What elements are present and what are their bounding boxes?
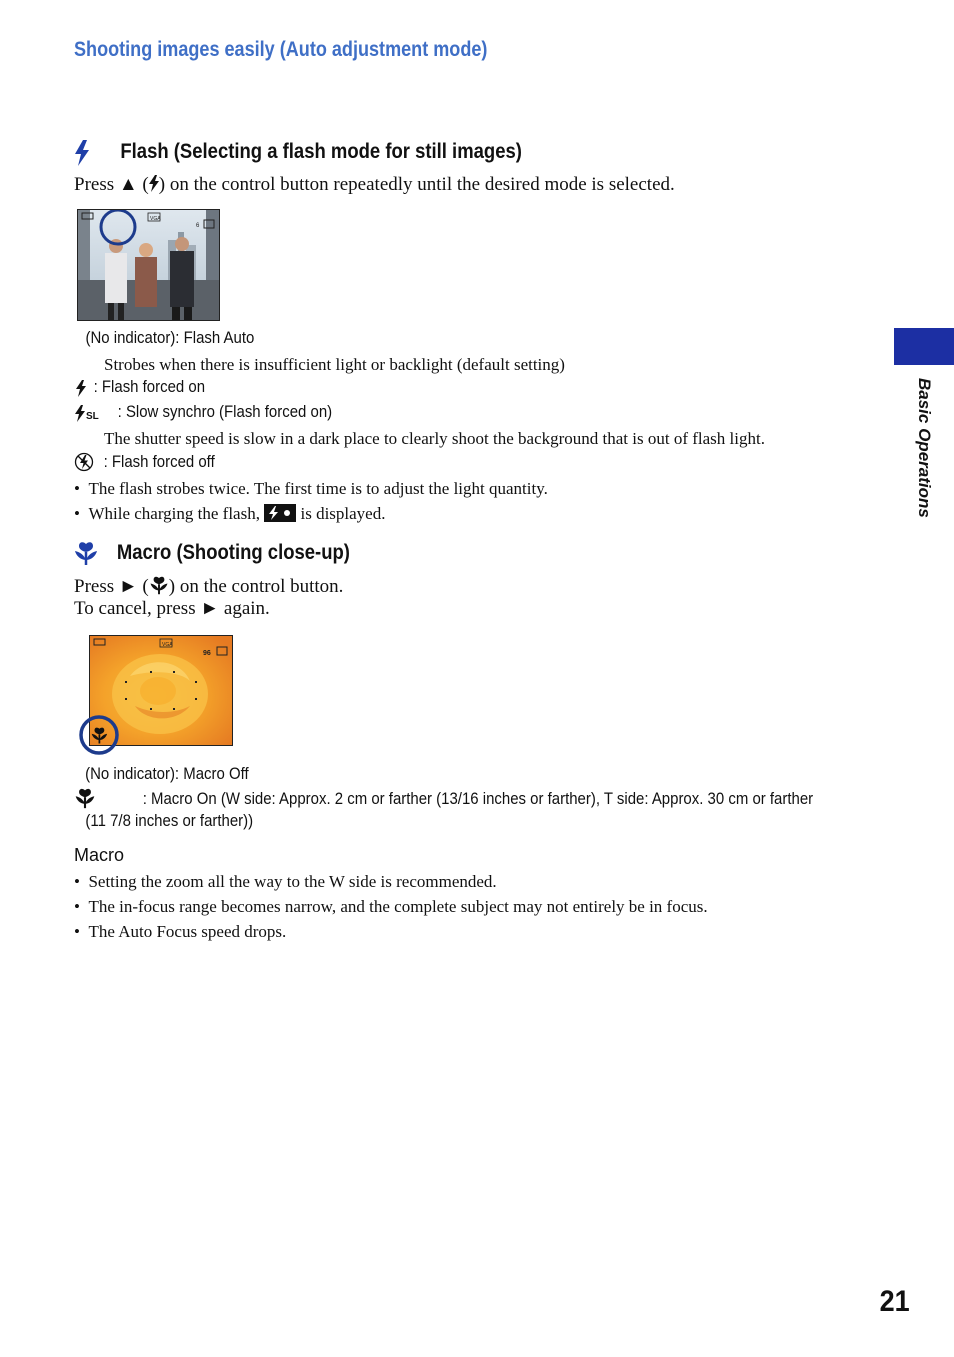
macro-instruction-2: To cancel, press ► again. [74,598,270,619]
flash-mode-slow-synchro-label: : Slow synchro (Flash forced on) [117,402,333,421]
macro-screen-vga: VGA [162,642,173,648]
svg-text:SL: SL [86,411,99,422]
macro-note-3: • The Auto Focus speed drops. [74,922,287,941]
flash-screen-vga: VGA [150,216,161,222]
flash-screen-image [77,209,220,321]
flash-note-1: • The flash strobes twice. The first time is to adjust the light quantity. [74,479,548,498]
flash-icon [149,175,159,192]
macro-note-2: • The in-focus range becomes narrow, and the complete subject may not entirely be in focus. [74,897,708,916]
macro-highlight-circle [78,714,120,756]
flash-mode-forced-on-label: : Flash forced on [93,377,206,396]
flash-note-2: • While charging the flash, is displayed. [74,504,386,523]
macro-instruction-1: Press ► ( ) on the control button. [74,576,344,597]
slow-synchro-icon [75,405,103,422]
flash-mode-slow-synchro-desc: The shutter speed is slow in a dark place to clearly shoot the background that is out of flash light. [104,429,765,448]
flash-heading-icon [74,140,90,166]
flash-screen-count: 6 [196,223,200,229]
page-number: 21 [879,1285,910,1318]
macro-heading-icon [74,540,98,566]
macro-on-icon [74,787,96,809]
macro-mode-on-label: : Macro On (W side: Approx. 2 cm or farther (13/16 inches or farther), T side: Approx. 30 cm or farther [142,789,814,808]
page-header-title: Shooting images easily (Auto adjustment mode) [74,38,488,61]
section-tab-marker [894,328,954,365]
macro-mode-on-label-line2: (11 7/8 inches or farther)) [85,811,254,830]
flash-forced-on-icon [76,380,86,397]
flash-mode-auto-desc: Strobes when there is insufficient light or backlight (default setting) [104,355,565,374]
macro-icon [149,575,169,595]
flash-mode-auto-label: (No indicator): Flash Auto [85,328,255,347]
macro-mode-off-label: (No indicator): Macro Off [85,764,249,783]
macro-heading: Macro (Shooting close-up) [116,541,350,564]
flash-instruction: Press ▲ ( ) on the control button repeatedly until the desired mode is selected. [74,174,675,195]
section-tab-label: Basic Operations [915,378,934,518]
macro-note-1: • Setting the zoom all the way to the W side is recommended. [74,872,497,891]
macro-screen-count: 96 [203,650,211,657]
macro-subheading: Macro [74,845,125,865]
flash-charging-icon [264,504,296,522]
flash-mode-off-label: : Flash forced off [103,452,215,471]
flash-heading: Flash (Selecting a flash mode for still images) [120,140,522,163]
flash-off-icon [74,452,94,472]
